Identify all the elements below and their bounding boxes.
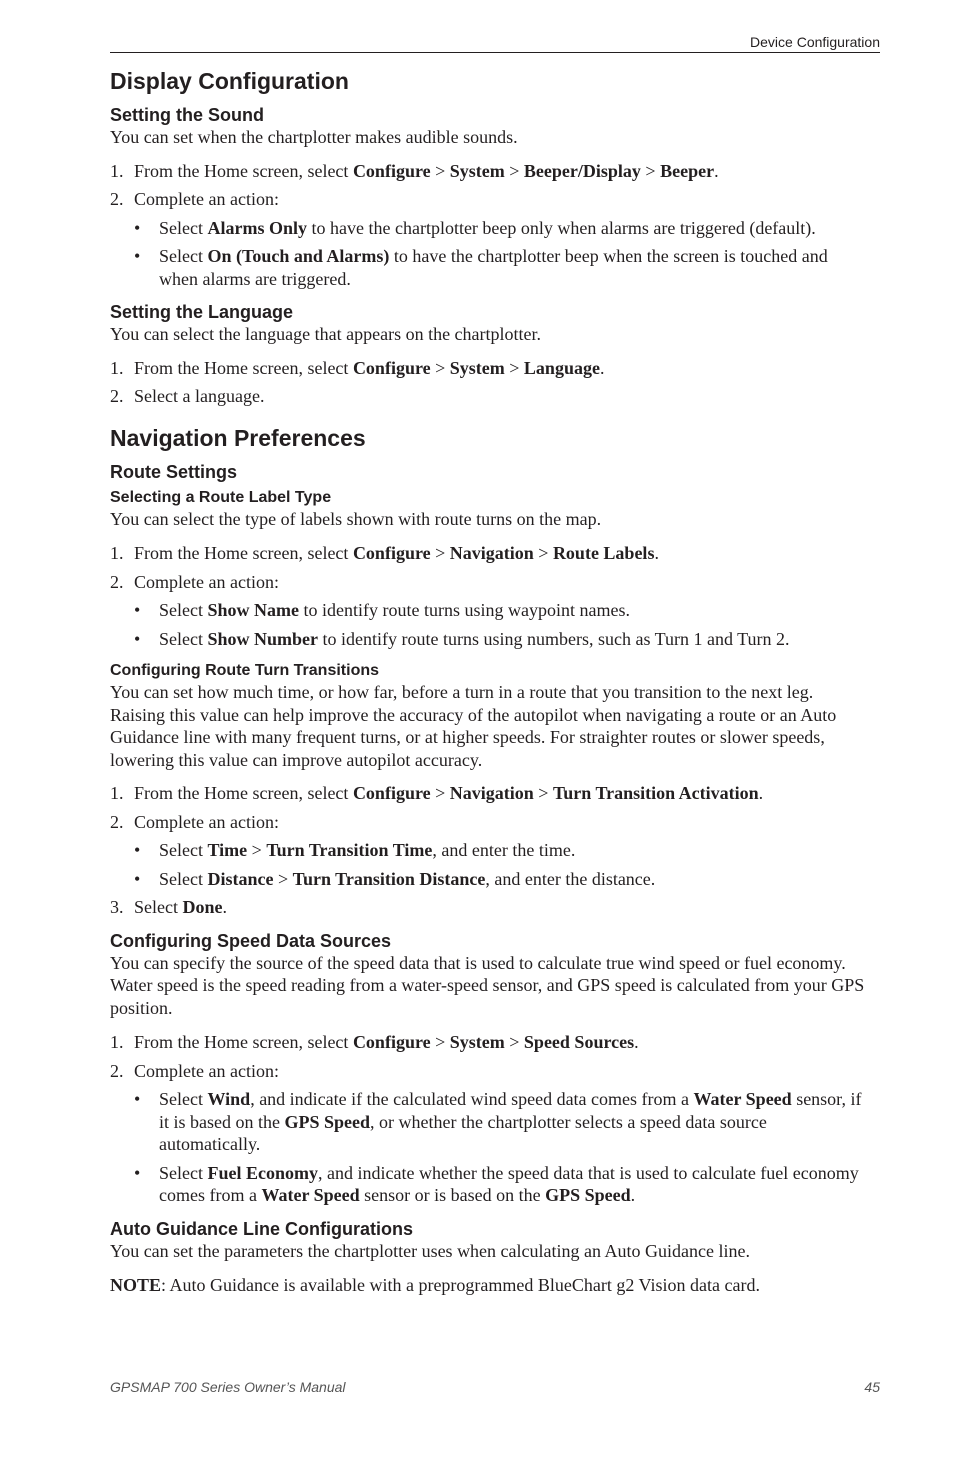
route-label-bullet-show-name: • Select Show Name to identify route turns using waypoint names. <box>134 600 630 620</box>
note-text: : Auto Guidance is available with a preprogrammed BlueChart g2 Vision data card. <box>161 1275 760 1295</box>
note-label: NOTE <box>110 1275 162 1295</box>
turn-transitions-intro: You can set how much time, or how far, before a turn in a route that you transition to the next leg. Raising this value can help improve the accuracy of the autopilot when navigating a route or an Auto Guidance line with many frequent turns, or at higher speeds. For straighter routes or slower speeds, lowering this value can improve autopilot accuracy. <box>110 682 837 770</box>
subsection-title-language: Setting the Language <box>110 302 294 322</box>
language-intro: You can select the language that appears on the chartplotter. <box>110 324 542 344</box>
footer-page-number: 45 <box>864 1379 880 1395</box>
speed-sources-step-1: 1. From the Home screen, select Configure > System > Speed Sources. <box>110 1032 639 1052</box>
speed-sources-bullet-fuel-economy: • Select Fuel Economy, and indicate whether the speed data that is used to calculate fuel economy comes from a Water Speed sensor or is based on the GPS Speed. <box>134 1162 859 1205</box>
subsection-title-speed-sources: Configuring Speed Data Sources <box>110 930 392 951</box>
sound-intro: You can set when the chartplotter makes audible sounds. <box>110 127 518 147</box>
running-header: Device Configuration <box>750 34 880 50</box>
topic-title-route-label: Selecting a Route Label Type <box>110 488 332 506</box>
sound-step-1: 1. From the Home screen, select Configure > System > Beeper/Display > Beeper. <box>110 160 719 181</box>
route-label-step-1: 1. From the Home screen, select Configure > Navigation > Route Labels. <box>110 543 659 563</box>
header-rule <box>110 52 880 53</box>
turn-transitions-step-1: 1. From the Home screen, select Configure > Navigation > Turn Transition Activation. <box>110 783 764 803</box>
sound-bullet-touch-alarms: • Select On (Touch and Alarms) to have the chartplotter beep when the screen is touched and when alarms are triggered. <box>134 246 828 289</box>
footer-manual-title: GPSMAP 700 Series Owner’s Manual <box>110 1379 346 1395</box>
section-title-display: Display Configuration <box>110 68 349 94</box>
topic-title-turn-transitions: Configuring Route Turn Transitions <box>110 662 380 679</box>
route-label-bullet-show-number: • Select Show Number to identify route turns using numbers, such as Turn 1 and Turn 2. <box>134 628 790 649</box>
auto-guidance-note <box>110 1274 870 1297</box>
subsection-title-auto-guidance: Auto Guidance Line Configurations <box>110 1218 413 1239</box>
language-step-1: 1. From the Home screen, select Configure > System > Language. <box>110 357 605 378</box>
turn-transitions-bullet-time: • Select Time > Turn Transition Time, and enter the time. <box>134 840 576 860</box>
sound-step-2: 2. Complete an action: <box>110 189 279 209</box>
section-title-navigation: Navigation Preferences <box>110 424 366 451</box>
turn-transitions-bullet-distance: • Select Distance > Turn Transition Distance, and enter the distance. <box>134 868 656 889</box>
sound-bullet-alarms-only: • Select Alarms Only to have the chartplotter beep only when alarms are triggered (default). <box>134 217 816 238</box>
route-label-step-2: 2. Complete an action: <box>110 571 279 592</box>
speed-sources-step-2: 2. Complete an action: <box>110 1060 279 1081</box>
speed-sources-intro: You can specify the source of the speed data that is used to calculate true wind speed or fuel economy. Water speed is the speed reading from a water-speed sensor, and GPS speed is calculated from your GPS position. <box>110 952 865 1018</box>
page-content <box>110 66 870 1297</box>
language-step-2: 2. Select a language. <box>110 386 265 406</box>
route-label-intro: You can select the type of labels shown with route turns on the map. <box>110 508 602 529</box>
subsection-title-route-settings: Route Settings <box>110 461 238 482</box>
subsection-title-sound: Setting the Sound <box>110 105 264 125</box>
turn-transitions-step-3: 3. Select Done. <box>110 897 227 917</box>
speed-sources-bullet-wind: • Select Wind, and indicate if the calculated wind speed data comes from a Water Speed sensor, if it is based on the GPS Speed, or whether the chartplotter selects a speed data source automatically. <box>134 1089 862 1154</box>
turn-transitions-step-2: 2. Complete an action: <box>110 811 279 832</box>
auto-guidance-intro: You can set the parameters the chartplotter uses when calculating an Auto Guidance line. <box>110 1240 750 1261</box>
